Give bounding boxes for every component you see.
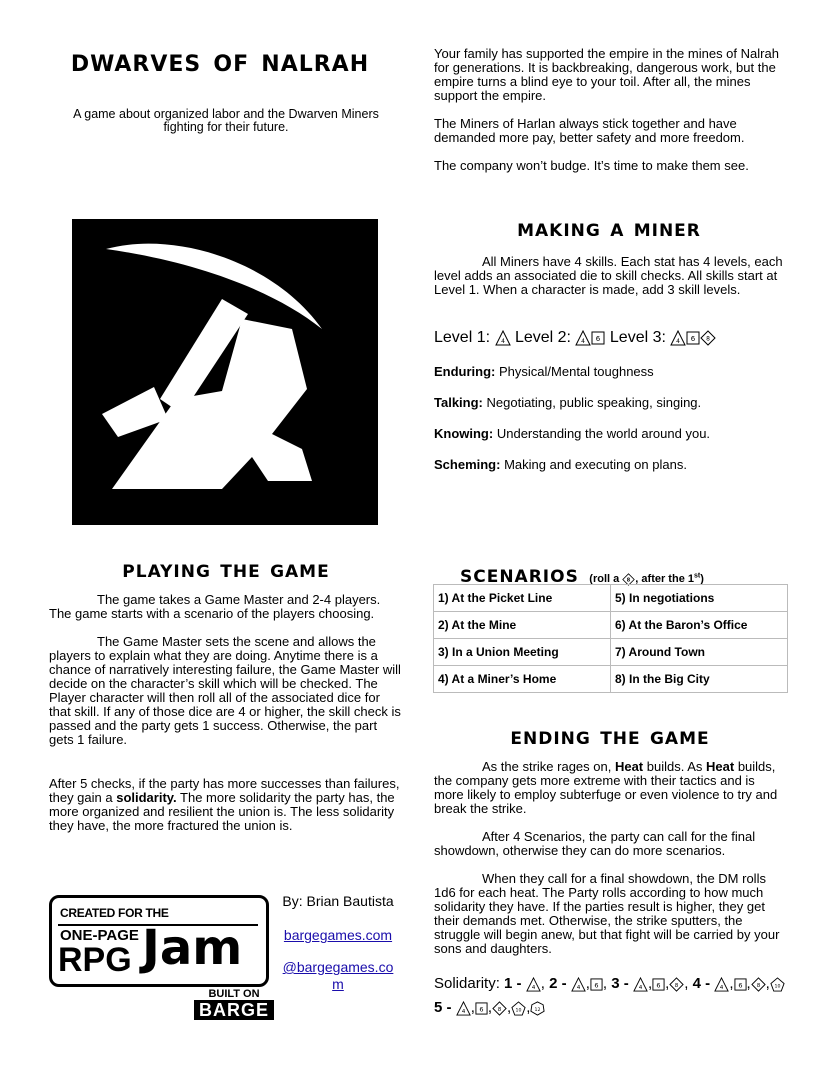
scenarios-note: (roll a 8 , after the 1st) (589, 572, 704, 585)
logo-created-text: CREATED FOR THE (60, 906, 169, 920)
scenarios-table (433, 584, 788, 693)
table-row: 1) At the Picket Line 5) In negotiations (434, 585, 788, 612)
skill-item: Knowing: Understanding the world around you. (434, 426, 711, 441)
svg-text:8: 8 (497, 1006, 502, 1013)
level-1-label: Level 1: (434, 329, 491, 346)
table-row: 2) At the Mine 6) At the Baron’s Office (434, 612, 788, 639)
svg-text:4: 4 (576, 984, 581, 991)
social-link[interactable]: @bargegames.com (282, 959, 394, 992)
svg-text:6: 6 (656, 980, 661, 989)
credits (282, 893, 394, 993)
d4-icon (670, 330, 686, 346)
solidarity-table: Solidarity: 1 - 4 , 2 - 4 , 6 , 3 - 4 , 6 , 8 , 4 - 4 , 6 , 8 , 10 5 - 4 , 6 , 8 , 10 , 12 (434, 972, 786, 1020)
d10-icon (770, 977, 785, 992)
logo-built-text: BUILT ON (208, 988, 260, 1000)
d6-icon (686, 331, 700, 345)
logo-onepage-text: ONE-PAGE (60, 927, 139, 944)
logo-barge-text: BARGE (194, 1000, 274, 1020)
rpg-jam-logo (49, 895, 269, 987)
intro-text (434, 47, 784, 173)
svg-text:6: 6 (479, 1004, 484, 1013)
d6-icon (475, 1002, 488, 1015)
svg-text:4: 4 (676, 337, 681, 345)
svg-text:6: 6 (596, 334, 601, 343)
d8-icon (492, 1001, 507, 1016)
d4-icon (714, 977, 729, 992)
svg-text:8: 8 (675, 982, 679, 989)
d4-icon (571, 977, 586, 992)
d4-icon (633, 977, 648, 992)
svg-text:12: 12 (534, 1007, 541, 1013)
page-title: dwarves of nalrah (70, 41, 370, 79)
website-link[interactable]: bargegames.com (283, 927, 393, 943)
svg-text:10: 10 (515, 1007, 522, 1013)
d8-icon (669, 977, 684, 992)
level-line (434, 329, 716, 347)
ending-heading: ending the game (510, 722, 710, 750)
tagline: A game about organized labor and the Dwarven Miners fighting for their future. (73, 107, 379, 134)
d6-icon (590, 978, 603, 991)
skill-item: Talking: Negotiating, public speaking, singing. (434, 395, 702, 410)
svg-text:6: 6 (737, 980, 743, 989)
svg-text:6: 6 (691, 334, 696, 343)
playing-paragraph: After 5 checks, if the party has more successes than failures, they gain a solidarity. The more solidarity the party has, the more organized and resilient the union is. The less solidarity they have, the more fractured the union is. (49, 776, 400, 833)
svg-text:4: 4 (461, 1008, 465, 1015)
svg-text:4: 4 (720, 984, 724, 991)
d6-icon (734, 978, 747, 991)
svg-text:8: 8 (756, 982, 760, 989)
playing-text (49, 593, 403, 833)
ending-text (434, 760, 786, 956)
playing-heading: playing the game (122, 555, 330, 583)
svg-text:8: 8 (627, 577, 631, 584)
level-3-label: Level 3: (609, 329, 666, 346)
intro-paragraph: The Miners of Harlan always stick together and have demanded more pay, better safety and more freedom. (434, 116, 745, 145)
ending-paragraph: When they call for a final showdown, the DM rolls 1d6 for each heat. The Party rolls according to how much solidarity they have. If the parties result is higher, they get their demands met. Otherwise, the strike sputters, the struggle will begin anew, but that fight will be carried by your sons and daughters. (434, 871, 780, 956)
ending-paragraph: After 4 Scenarios, the party can call for the final showdown, otherwise they can do more scenarios. (434, 829, 756, 858)
level-2-label: Level 2: (514, 329, 571, 346)
skill-item: Scheming: Making and executing on plans. (434, 457, 687, 472)
making-heading: making a miner (517, 214, 701, 242)
playing-paragraph: The Game Master sets the scene and allows the players to explain what they are doing. Anytime there is a chance of narratively interesting failure, the Game Master will decide on the character’s skill which will be checked. The Player character will then roll all of the associated dice for that skill. If any of those dice are 4 or higher, the skill check is passed and the party gets 1 success. Otherwise, the part gets 1 failure. (49, 634, 401, 747)
miner-pickaxe-illustration (72, 219, 378, 525)
d10-icon (511, 1001, 526, 1016)
intro-paragraph: Your family has supported the empire in the mines of Nalrah for generations. It is backbreaking, dangerous work, but the empire turns a blind eye to your toil. After all, the mines support the empire. (434, 46, 779, 103)
d4-icon (526, 977, 541, 992)
logo-jam-text: Jam (142, 920, 243, 976)
svg-text:6: 6 (594, 980, 599, 989)
intro-paragraph: The company won’t budge. It’s time to make them see. (434, 158, 749, 173)
skills-list (434, 365, 786, 472)
table-row: 3) In a Union Meeting 7) Around Town (434, 639, 788, 666)
svg-text:4: 4 (581, 337, 586, 345)
d4-icon (575, 330, 591, 346)
scenarios-heading: scenarios (460, 560, 579, 588)
svg-text:8: 8 (706, 335, 711, 343)
author-byline: By: Brian Bautista (282, 893, 394, 909)
svg-text:4: 4 (531, 984, 536, 991)
making-text: All Miners have 4 skills. Each stat has 4 levels, each level adds an associated die to skill checks. All skills start at Level 1. When a character is made, add 3 skill levels. (434, 254, 783, 297)
d6-icon (591, 331, 605, 345)
svg-text:4: 4 (638, 984, 643, 991)
d4-icon (456, 1001, 471, 1016)
d8-icon (700, 330, 716, 346)
logo-rpg-text: RPG (58, 941, 132, 979)
table-row: 4) At a Miner’s Home 8) In the Big City (434, 666, 788, 693)
d6-icon (652, 978, 665, 991)
built-on-barge-logo (194, 988, 274, 1020)
playing-paragraph: The game takes a Game Master and 2-4 players. The game starts with a scenario of the players choosing. (49, 592, 381, 621)
svg-text:4: 4 (500, 337, 505, 345)
skill-item: Enduring: Physical/Mental toughness (434, 364, 654, 379)
svg-text:10: 10 (774, 983, 781, 989)
d12-icon (530, 1001, 545, 1016)
ending-paragraph: As the strike rages on, Heat builds. As Heat builds, the company gets more extreme with their tactics and is more likely to employ subterfuge or even violence to try and break the strike. (434, 759, 778, 816)
d4-icon (495, 330, 511, 346)
d8-icon (751, 977, 766, 992)
